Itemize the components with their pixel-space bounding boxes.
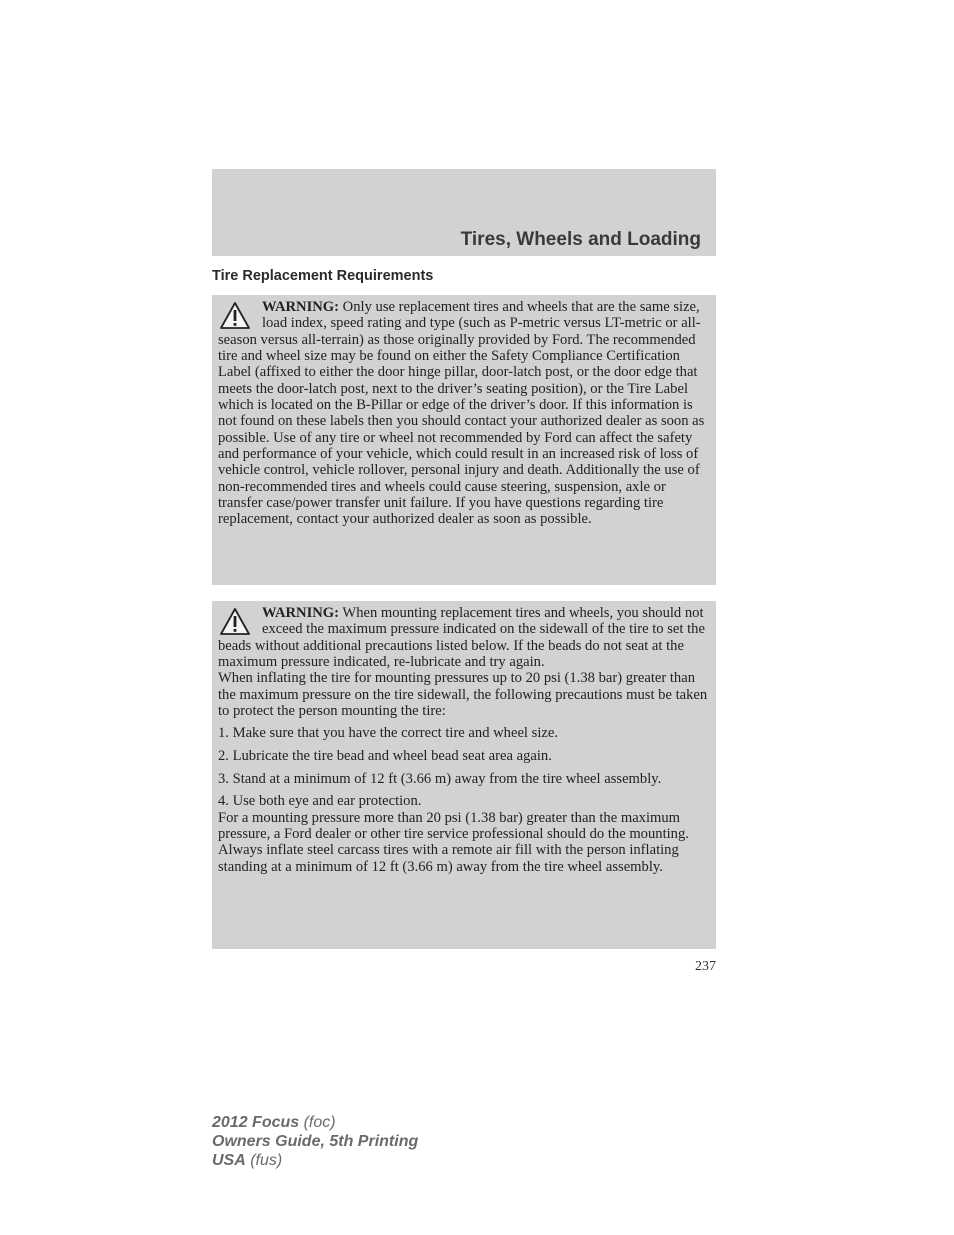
warning-label: WARNING:	[262, 605, 340, 621]
warning-body: Only use replacement tires and wheels that are the same size, load index, speed rating and type (such as P-metric versus LT-metric or all-season versus all-terrain) as those originally provided by Ford. The recommended tire and wheel size may be found on either the Safety Compliance Certification Label (affixed to either the door hinge pillar, door-latch post, or the door edge that meets the door-latch post, next to the driver’s seating position), or the Tire Label which is located on the B-Pillar or edge of the driver’s door. If this information is not found on these labels then you should contact your authorized dealer as soon as possible. Use of any tire or wheel not recommended by Ford can affect the safety and performance of your vehicle, which could result in an increased risk of loss of vehicle control, vehicle rollover, personal injury and death. Additionally the use of non-recommended tires and wheels could cause steering, suspension, axle or transfer case/power transfer unit failure. If you have questions regarding tire replacement, contact your authorized dealer as soon as possible.	[218, 299, 705, 528]
chapter-title: Tires, Wheels and Loading	[460, 229, 701, 250]
section-heading: Tire Replacement Requirements	[212, 268, 434, 284]
list-item: 2. Lubricate the tire bead and wheel bead seat area again.	[218, 747, 552, 764]
warning-triangle-icon	[220, 607, 250, 637]
warning-box-mounting-pressure	[212, 601, 716, 949]
list-item: 3. Stand at a minimum of 12 ft (3.66 m) away from the tire wheel assembly.	[218, 770, 662, 787]
footer-model-code: (foc)	[299, 1114, 336, 1131]
chapter-header-band	[212, 169, 716, 256]
footer-market-code: (fus)	[245, 1152, 283, 1169]
warning-triangle-icon	[220, 301, 250, 331]
footer-model: 2012 Focus	[212, 1114, 300, 1131]
paragraph-steel-carcass: Always inflate steel carcass tires with a remote air fill with the person inflating standing at a minimum of 12 ft (3.66 m) away from the tire wheel assembly.	[218, 842, 679, 875]
warning-text	[218, 299, 710, 528]
footer-line-market	[212, 1151, 418, 1170]
list-item: 1. Make sure that you have the correct tire and wheel size.	[218, 724, 558, 741]
warning-box-replacement-tires	[212, 295, 716, 585]
warning-label: WARNING:	[262, 299, 340, 315]
footer-line-edition	[212, 1132, 418, 1151]
warning-body: When mounting replacement tires and wheels, you should not exceed the maximum pressure indicated on the sidewall of the tire to set the beads without additional precautions listed below. If the beads do not seat at the maximum pressure indicated, re-lubricate and try again.	[218, 605, 705, 671]
paragraph-inflating-precautions: When inflating the tire for mounting pressures up to 20 psi (1.38 bar) greater than the maximum pressure on the tire sidewall, the following precautions must be taken to protect the person mounting the tire:	[218, 670, 708, 720]
document-footer	[212, 1113, 418, 1170]
paragraph-dealer-mounting: For a mounting pressure more than 20 psi (1.38 bar) greater than the maximum pressure, a Ford dealer or other tire service professional should do the mounting.	[218, 809, 689, 843]
page-number: 237	[695, 959, 716, 974]
warning-text	[218, 605, 710, 670]
footer-market: USA	[212, 1152, 246, 1169]
list-item: 4. Use both eye and ear protection.	[218, 793, 422, 810]
footer-edition: Owners Guide, 5th Printing	[212, 1133, 419, 1150]
footer-line-model	[212, 1113, 418, 1132]
